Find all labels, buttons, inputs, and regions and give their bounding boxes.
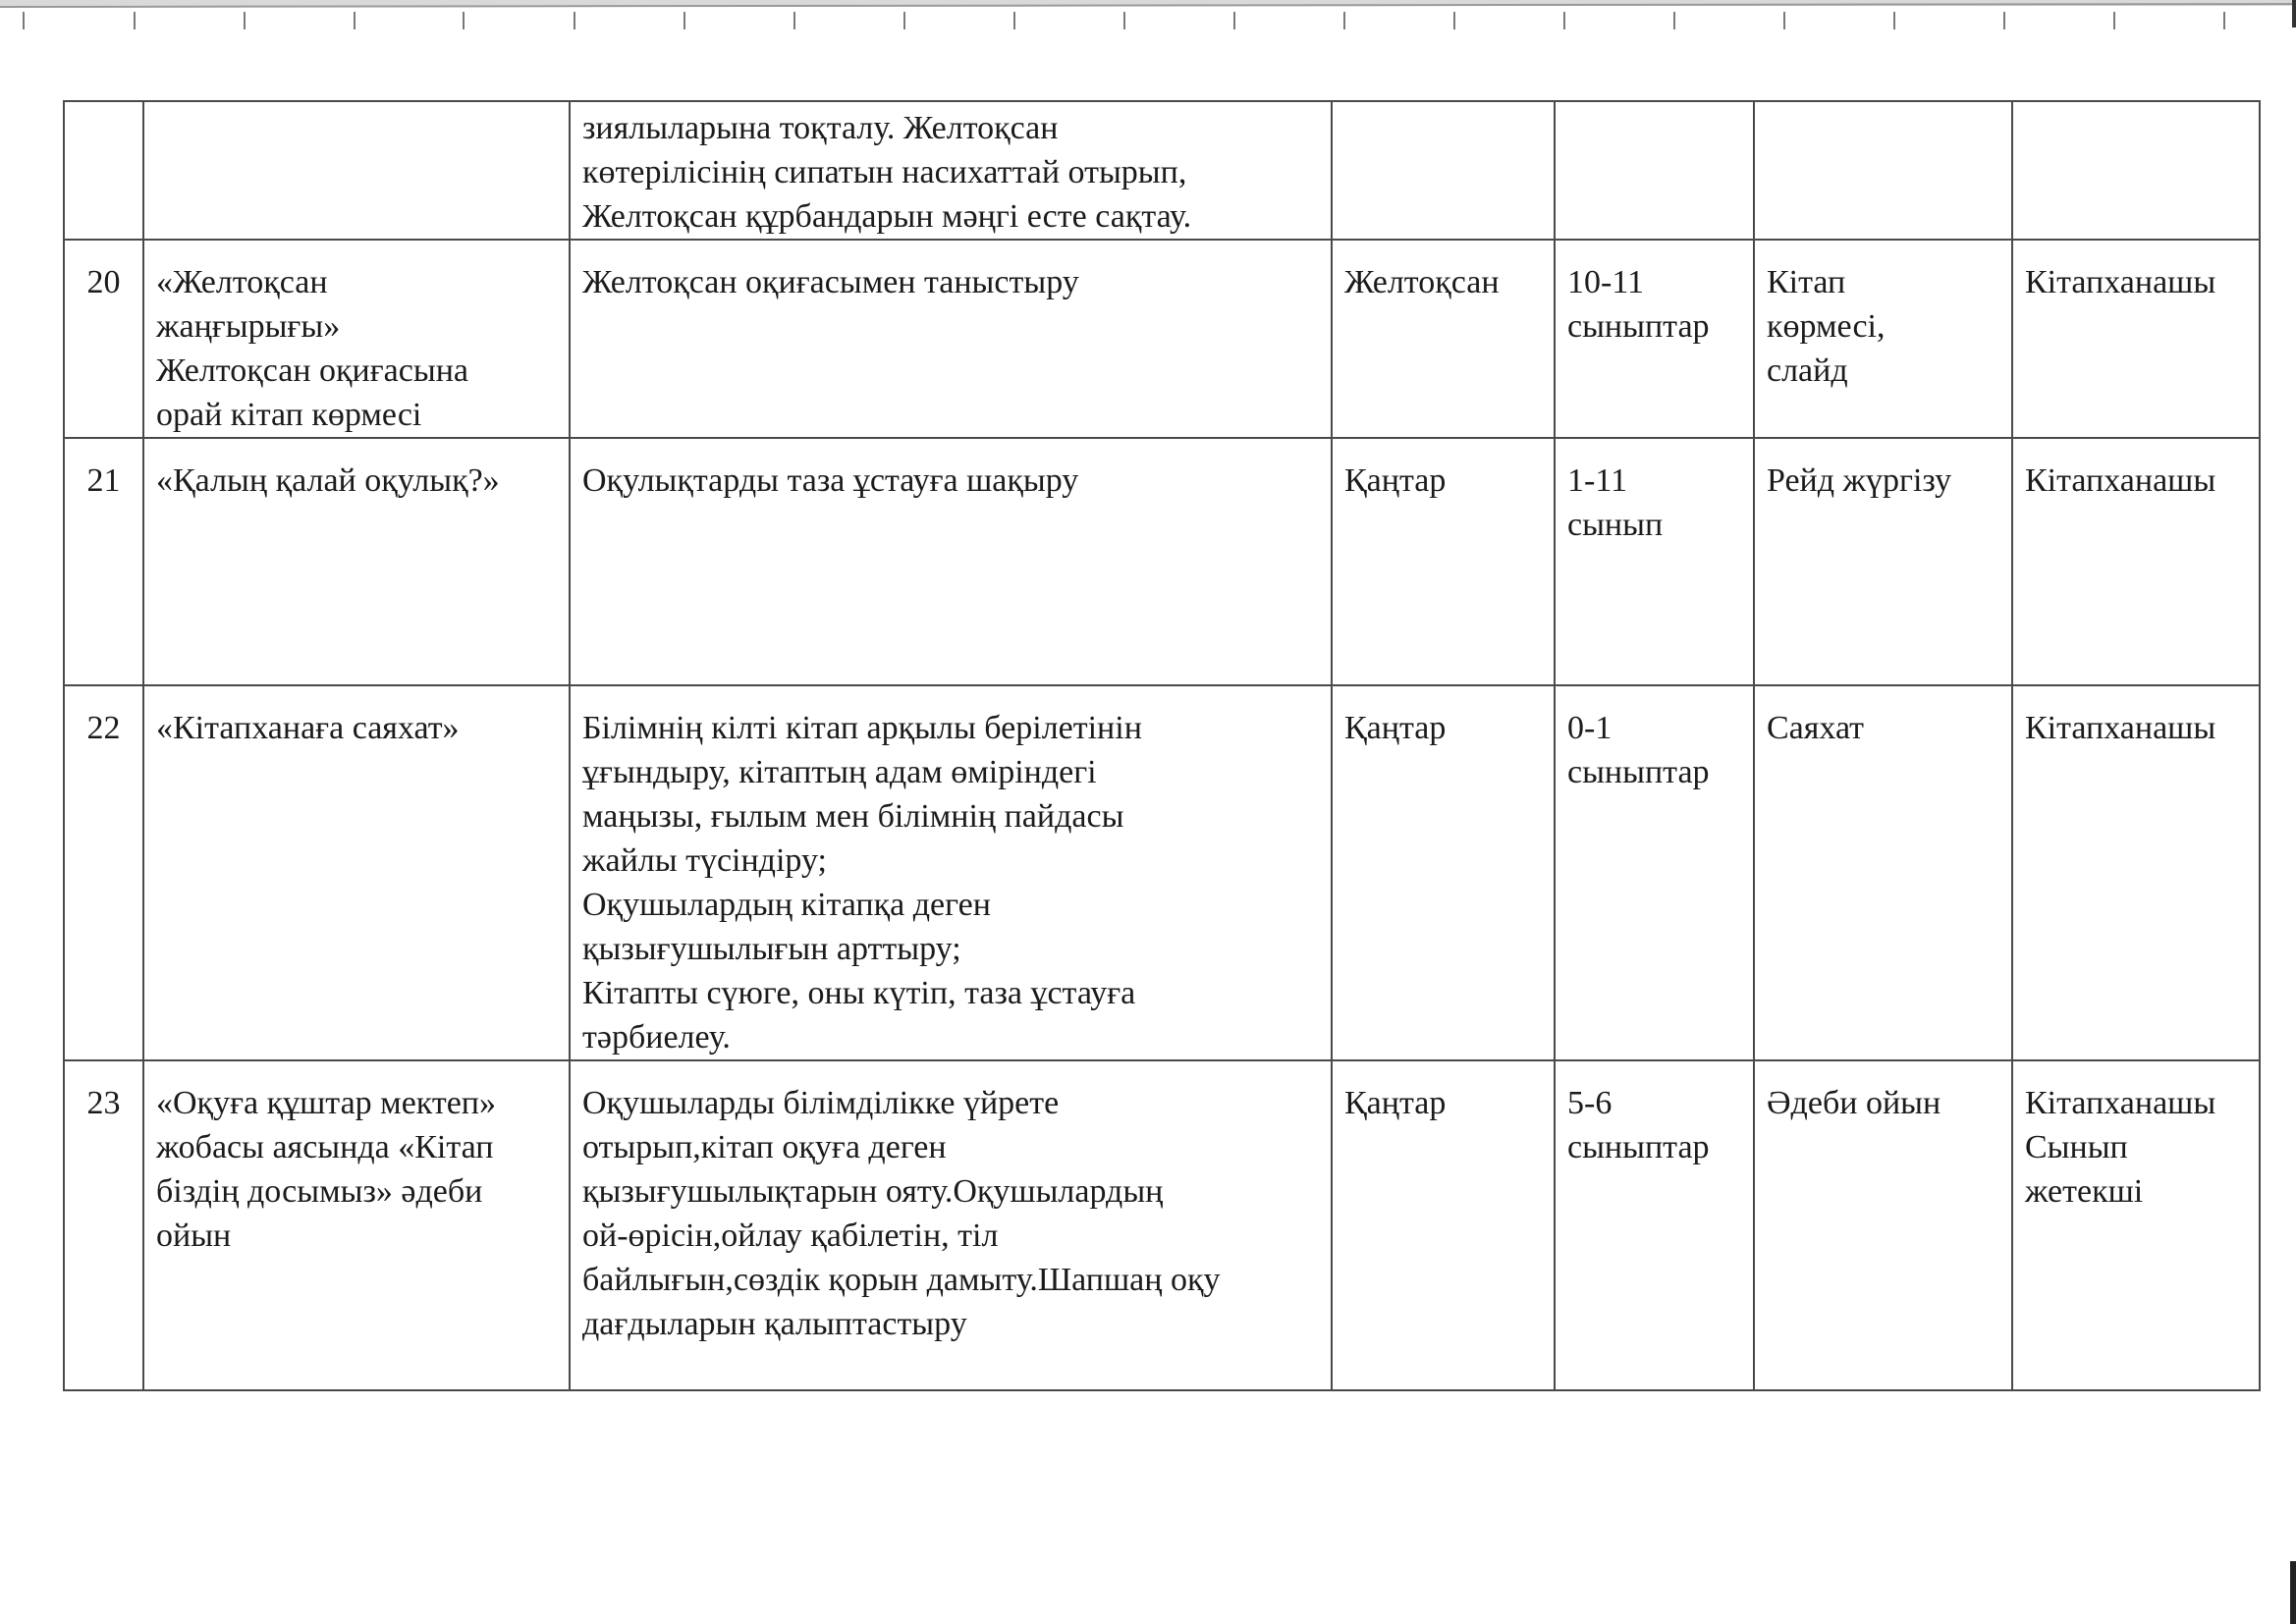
event-form [1754,101,2012,240]
event-audience [1555,101,1754,240]
plan-table [63,100,2261,1391]
event-responsible: Кітапханашы [2012,685,2260,1060]
event-time: Желтоқсан [1332,240,1555,438]
row-number: 21 [64,438,143,685]
event-title: «Қалың қалай оқулық?» [143,438,570,685]
event-responsible: Кітапханашы Сынып жетекші [2012,1060,2260,1390]
event-time: Қаңтар [1332,685,1555,1060]
row-number: 20 [64,240,143,438]
event-form: Рейд жүргізу [1754,438,2012,685]
event-form: Саяхат [1754,685,2012,1060]
table-row [64,240,2260,438]
row-number: 22 [64,685,143,1060]
event-time [1332,101,1555,240]
event-goal: Оқушыларды білімділікке үйрете отырып,кітап оқуға деген қызығушылықтарын ояту.Оқушылардың ой-өрісін,ойлау қабілетін, тіл байлығын,сөздік қорын дамыту.Шапшаң оқу дағдыларын қалыптастыру [570,1060,1332,1390]
table-row [64,685,2260,1060]
event-title: «Желтоқсан жаңғырығы» Желтоқсан оқиғасына орай кітап көрмесі [143,240,570,438]
scan-top-edge [0,0,2296,33]
row-number [64,101,143,240]
event-responsible: Кітапханашы [2012,240,2260,438]
event-goal: Білімнің кілті кітап арқылы берілетінін ұғындыру, кітаптың адам өміріндегі маңызы, ғылым мен білімнің пайдасы жайлы түсіндіру; Оқушылардың кітапқа деген қызығушылығын арттыру; Кітапты сүюге, оны күтіп, таза ұстауға тәрбиелеу. [570,685,1332,1060]
event-responsible: Кітапханашы [2012,438,2260,685]
event-title [143,101,570,240]
event-goal: Оқулықтарды таза ұстауға шақыру [570,438,1332,685]
event-time: Қаңтар [1332,1060,1555,1390]
event-title: «Кітапханаға саяхат» [143,685,570,1060]
event-audience: 10-11 сыныптар [1555,240,1754,438]
event-form: Кітап көрмесі, слайд [1754,240,2012,438]
scan-corner-mark [2292,0,2296,27]
table-row [64,1060,2260,1390]
row-number: 23 [64,1060,143,1390]
event-title: «Оқуға құштар мектеп» жобасы аясында «Кітап біздің досымыз» әдеби ойын [143,1060,570,1390]
event-audience: 5-6 сыныптар [1555,1060,1754,1390]
event-goal: Желтоқсан оқиғасымен таныстыру [570,240,1332,438]
event-time: Қаңтар [1332,438,1555,685]
event-goal: зиялыларына тоқталу. Желтоқсан көтерілісінің сипатын насихаттай отырып, Желтоқсан құрбандарын мәңгі есте сақтау. [570,101,1332,240]
event-responsible [2012,101,2260,240]
table-row [64,101,2260,240]
event-audience: 0-1 сыныптар [1555,685,1754,1060]
event-audience: 1-11 сынып [1555,438,1754,685]
event-form: Әдеби ойын [1754,1060,2012,1390]
scan-bottom-right-mark [2290,1561,2296,1624]
table-row [64,438,2260,685]
